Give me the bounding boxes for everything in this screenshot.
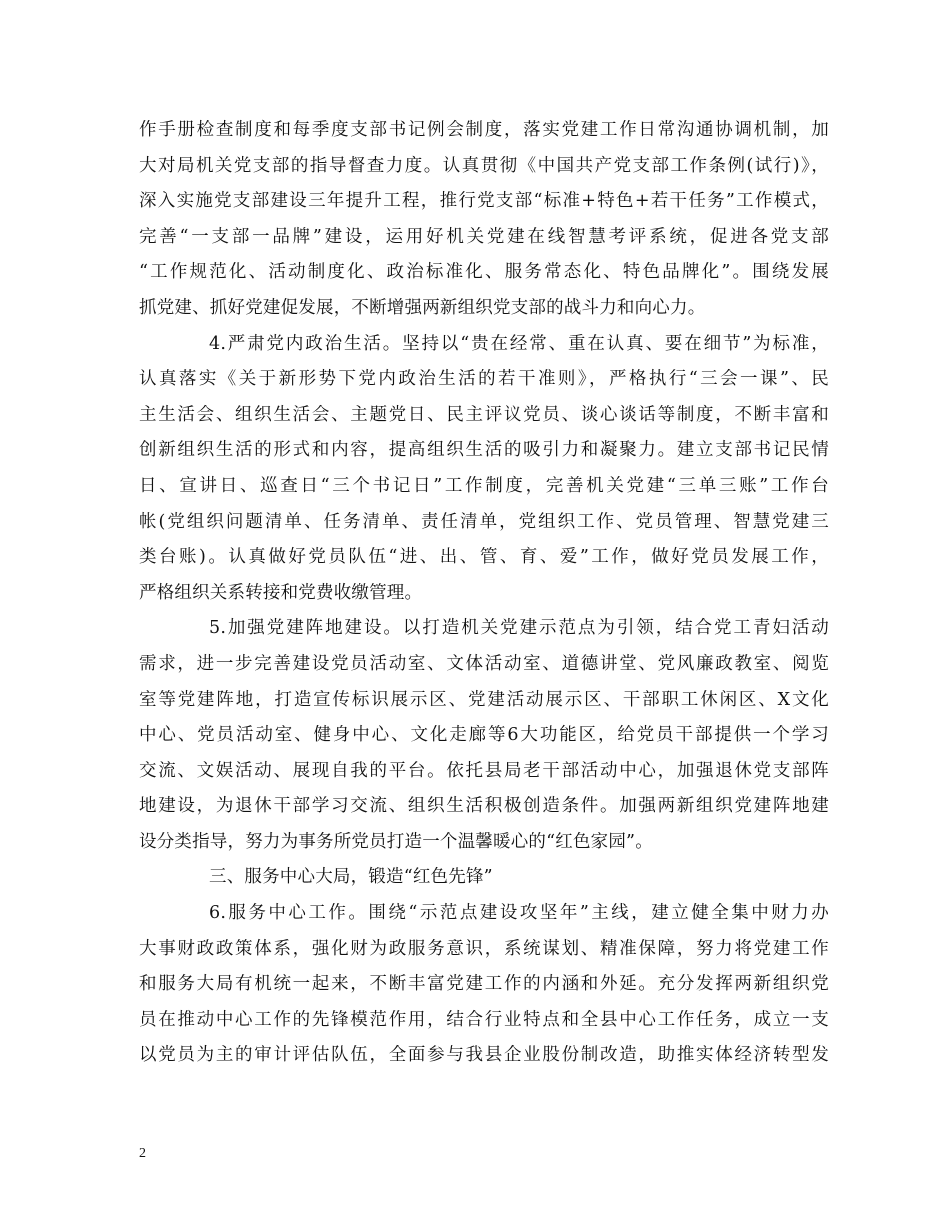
text-line: 严格组织关系转接和党费收缴管理。 — [139, 582, 423, 603]
page-number: 2 — [139, 1146, 146, 1161]
text-line: 室等党建阵地，打造宣传标识展示区、党建活动展示区、干部职工休闲区、X文化 — [139, 689, 829, 710]
text-line: 抓党建、抓好党建促发展，不断增强两新组织党支部的战斗力和向心力。 — [139, 297, 706, 318]
text-line: 大对局机关党支部的指导督查力度。认真贯彻《中国共产党支部工作条例(试行)》， — [139, 155, 829, 176]
text-line: 设分类指导，努力为事务所党员打造一个温馨暖心的“红色家园”。 — [139, 831, 653, 852]
text-line: “工作规范化、活动制度化、政治标准化、服务常态化、特色品牌化”。围绕发展 — [139, 262, 829, 283]
text-line: 日、宣讲日、巡查日“三个书记日”工作制度，完善机关党建“三单三账”工作台 — [139, 475, 829, 496]
text-line: 类台账)。认真做好党员队伍“进、出、管、育、爱”工作，做好党员发展工作， — [139, 547, 829, 568]
text-line: 完善“一支部一品牌”建设，运用好机关党建在线智慧考评系统，促进各党支部 — [139, 226, 829, 247]
text-line: 创新组织生活的形式和内容，提高组织生活的吸引力和凝聚力。建立支部书记民情 — [139, 440, 829, 461]
section-heading: 三、服务中心大局，锻造“红色先锋” — [209, 867, 493, 888]
paragraph-4-first-line: 4.严肃党内政治生活。坚持以“贵在经常、重在认真、要在细节”为标准， — [209, 333, 829, 354]
text-line: 地建设，为退休干部学习交流、组织生活积极创造条件。加强两新组织党建阵地建 — [139, 796, 829, 817]
text-line: 中心、党员活动室、健身中心、文化走廊等6大功能区，给党员干部提供一个学习 — [139, 725, 829, 746]
text-line: 作手册检查制度和每季度支部书记例会制度，落实党建工作日常沟通协调机制，加 — [139, 120, 829, 140]
text-line: 认真落实《关于新形势下党内政治生活的若干准则》，严格执行“三会一课”、民 — [139, 369, 829, 390]
text-line: 需求，进一步完善建设党员活动室、文体活动室、道德讲堂、党风廉政教室、阅览 — [139, 653, 829, 674]
paragraph-6-first-line: 6.服务中心工作。围绕“示范点建设攻坚年”主线，建立健全集中财力办 — [209, 903, 829, 924]
text-line: 帐(党组织问题清单、任务清单、责任清单，党组织工作、党员管理、智慧党建三 — [139, 511, 829, 532]
text-line: 主生活会、组织生活会、主题党日、民主评议党员、谈心谈话等制度，不断丰富和 — [139, 404, 829, 425]
paragraph-5-first-line: 5.加强党建阵地建设。以打造机关党建示范点为引领，结合党工青妇活动 — [209, 618, 829, 639]
text-line: 以党员为主的审计评估队伍，全面参与我县企业股份制改造，助推实体经济转型发 — [139, 1045, 829, 1066]
text-line: 深入实施党支部建设三年提升工程，推行党支部“标准+特色+若干任务”工作模式， — [139, 191, 829, 212]
text-line: 交流、文娱活动、展现自我的平台。依托县局老干部活动中心，加强退休党支部阵 — [139, 760, 829, 781]
text-line: 员在推动中心工作的先锋模范作用，结合行业特点和全县中心工作任务，成立一支 — [139, 1009, 829, 1030]
text-line: 大事财政政策体系，强化财为政服务意识，系统谋划、精准保障，努力将党建工作 — [139, 938, 829, 959]
document-body — [139, 113, 829, 1074]
text-line: 和服务大局有机统一起来，不断丰富党建工作的内涵和外延。充分发挥两新组织党 — [139, 974, 829, 995]
